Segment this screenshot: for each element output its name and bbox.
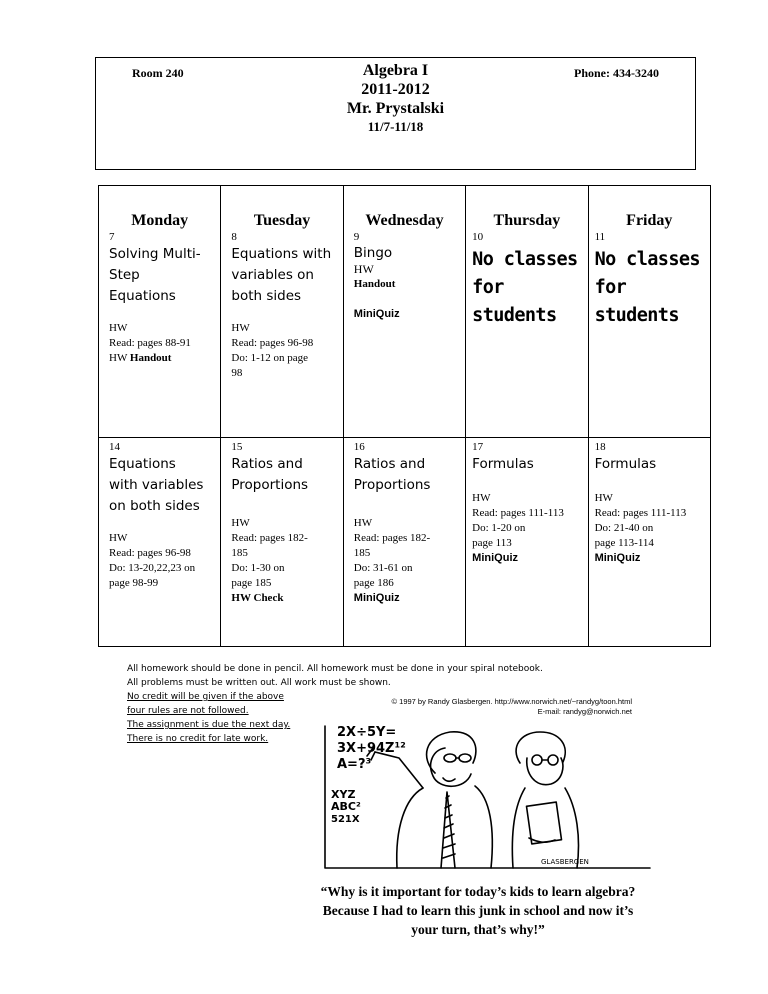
lesson-topic: Bingo [353,245,393,261]
day-tuesday: Tuesday [221,186,343,232]
lesson-topic: Equations with variables on both sides [231,246,332,304]
day-cell [99,231,221,438]
lesson-topic: Formulas [594,456,657,472]
lesson-topic: Ratios and Proportions [353,456,431,493]
day-cell [99,438,221,647]
course-title-block [96,61,695,136]
date-number: 9 [353,231,360,243]
weekly-calendar [98,185,711,647]
miniquiz-label: MiniQuiz [594,552,641,564]
week-row [99,231,711,438]
homework: HW Handout MiniQuiz [354,262,465,322]
day-header-row [99,186,711,232]
board-equation: A=?³ [337,757,372,772]
no-classes-notice: No classes for students [594,249,700,326]
board-equation: 3X+94Z¹² [337,741,406,756]
date-number: 18 [594,441,606,453]
teacher-name: Mr. Prystalski [346,100,445,117]
miniquiz-label: MiniQuiz [472,552,518,564]
hw-check-label: HW Check [231,592,284,604]
homework-rules: All homework should be done in pencil. All homework must be done in your spiral notebook. All problems must be written out. All work must be shown. No credit will be given if the above four rules are not followed. The assignment is due the next day. There is no credit for late work. [127,664,543,744]
handout-label: Handout [129,352,172,364]
date-number: 17 [472,441,484,453]
week-row [99,438,711,647]
cartoon-credit: © 1997 by Randy Glasbergen. http://www.norwich.net/~randyg/toon.html E-mail: randyg@norwich.net [391,697,632,716]
day-cell [221,231,343,438]
lesson-topic: Equations with variables on both sides [109,456,204,514]
homework: HW Read: pages 96-98 Do: 1-12 on page 98 [231,322,314,379]
board-equation: ABC² [331,800,361,813]
day-monday: Monday [99,186,221,232]
date-number: 15 [231,441,243,453]
homework: HW Read: pages 96-98 Do: 13-20,22,23 on page 98-99 [109,532,196,589]
lesson-topic: Ratios and Proportions [231,456,309,493]
board-equation: 2X÷5Y= [337,725,397,740]
day-friday: Friday [588,186,710,232]
miniquiz-label: MiniQuiz [353,308,400,320]
date-number: 11 [594,231,606,243]
day-cell [221,438,343,647]
artist-signature: GLASBERGEN [541,858,589,866]
date-number: 7 [109,231,115,243]
day-wednesday: Wednesday [343,186,465,232]
lesson-topic: Formulas [472,456,534,472]
homework: HW Read: pages 182- 185 Do: 31-61 on page 186 MiniQuiz [354,516,465,606]
date-range: 11/7-11/18 [367,119,424,134]
board-equation: XYZ [331,788,356,801]
day-cell [343,231,465,438]
day-cell [466,231,588,438]
homework: HW Read: pages 88-91 HW Handout [109,322,191,364]
homework: HW Read: pages 111-113 Do: 1-20 on page 113 MiniQuiz [472,491,587,566]
homework: HW Read: pages 111-113 Do: 21-40 on page 113-114 MiniQuiz [595,491,710,566]
day-cell [343,438,465,647]
date-number: 8 [231,231,237,243]
day-cell [466,438,588,647]
day-cell [588,438,710,647]
cartoon-illustration [315,718,655,883]
phone-number: Phone: 434-3240 [574,66,659,80]
board-equation: 521X [331,814,360,825]
date-number: 16 [353,441,365,453]
cartoon-caption: “Why is it important for today’s kids to learn algebra? Because I had to learn this junk in school and now it’s your turn, that’s why!” [320,884,636,937]
day-thursday: Thursday [466,186,588,232]
course-title: Algebra I [362,62,429,79]
school-year: 2011-2012 [361,81,430,98]
lesson-topic: Solving Multi- Step Equations [109,246,201,304]
date-number: 10 [472,231,484,243]
no-classes-notice: No classes for students [472,249,578,326]
day-cell [588,231,710,438]
homework: HW Read: pages 182- 185 Do: 1-30 on page 185 HW Check [231,516,342,606]
handout-label: Handout [353,278,396,290]
miniquiz-label: MiniQuiz [353,592,400,604]
course-header [95,57,696,170]
date-number: 14 [109,441,120,453]
room-number: Room 240 [132,66,184,80]
